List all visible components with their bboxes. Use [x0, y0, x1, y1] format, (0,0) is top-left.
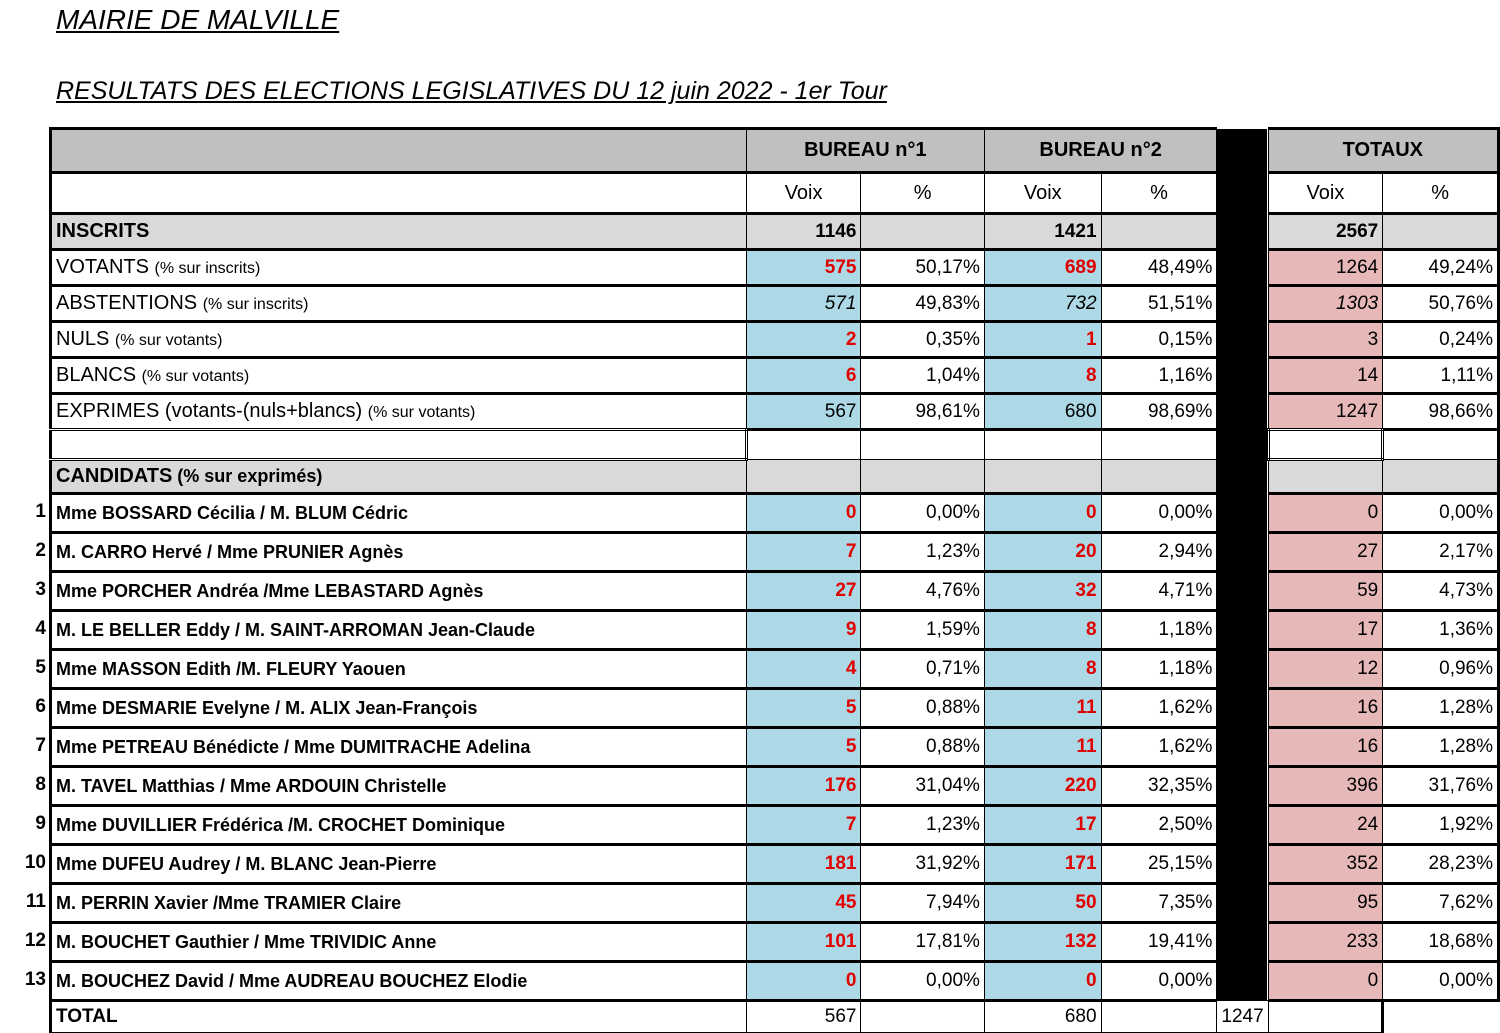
candidate-number: 10 [24, 851, 46, 873]
bureau2-pct: 0,00% [1101, 962, 1217, 1001]
header-row [51, 129, 1499, 173]
total-totaux-voix: 1247 [1217, 1001, 1268, 1033]
bureau2-pct: 1,18% [1101, 611, 1217, 650]
candidate-row [51, 806, 1499, 845]
stat-label [51, 358, 747, 394]
bureau1-voix: 9 [746, 611, 861, 650]
bureau1-pct: 0,00% [861, 494, 984, 533]
bureau1-pct: 1,59% [861, 611, 984, 650]
bureau2-voix: 689 [984, 250, 1101, 286]
candidats-header-cell [1268, 460, 1383, 494]
bureau2-voix: 220 [984, 767, 1101, 806]
subheader-voix: Voix [984, 173, 1101, 214]
candidats-note: (% sur exprimés) [172, 466, 323, 486]
total-pct: 0,96% [1383, 650, 1499, 689]
total-voix: 59 [1268, 572, 1383, 611]
total-bureau1-pct [861, 1001, 984, 1033]
bureau2-pct: 1,18% [1101, 650, 1217, 689]
bureau2-voix: 680 [984, 394, 1101, 430]
stat-label-text: NULS [56, 328, 115, 350]
candidate-number: 8 [35, 773, 46, 795]
stat-label-text: INSCRITS [56, 220, 150, 242]
candidate-number: 5 [35, 656, 46, 678]
bureau2-voix: 1421 [984, 214, 1101, 250]
candidats-header-cell [1383, 460, 1499, 494]
stat-row [51, 286, 1499, 322]
bureau1-voix: 5 [746, 728, 861, 767]
total-pct: 0,24% [1383, 322, 1499, 358]
bureau2-pct: 0,00% [1101, 494, 1217, 533]
stat-label-text: VOTANTS [56, 256, 155, 278]
candidats-header-cell [746, 460, 861, 494]
subheader-row [51, 173, 1499, 214]
bureau1-pct: 0,88% [861, 689, 984, 728]
candidate-row [51, 689, 1499, 728]
bureau1-pct: 1,23% [861, 806, 984, 845]
bureau2-pct: 19,41% [1101, 923, 1217, 962]
bureau2-voix: 8 [984, 611, 1101, 650]
candidate-name: M. BOUCHET Gauthier / Mme TRIVIDIC Anne [51, 923, 747, 962]
bureau1-pct: 1,04% [861, 358, 984, 394]
candidate-row [51, 611, 1499, 650]
bureau2-pct [1101, 214, 1217, 250]
bureau2-voix: 0 [984, 962, 1101, 1001]
bureau2-voix: 11 [984, 689, 1101, 728]
bureau2-voix: 171 [984, 845, 1101, 884]
bureau1-pct: 0,71% [861, 650, 984, 689]
total-voix: 352 [1268, 845, 1383, 884]
bureau1-pct: 49,83% [861, 286, 984, 322]
total-pct: 1,92% [1383, 806, 1499, 845]
bureau1-pct: 50,17% [861, 250, 984, 286]
total-voix: 233 [1268, 923, 1383, 962]
results-table [49, 127, 1500, 1033]
bureau1-pct: 31,04% [861, 767, 984, 806]
bureau1-voix: 176 [746, 767, 861, 806]
total-bureau2-pct [1101, 1001, 1217, 1033]
bureau1-pct: 98,61% [861, 394, 984, 430]
total-pct: 28,23% [1383, 845, 1499, 884]
total-voix: 16 [1268, 728, 1383, 767]
bureau1-voix: 7 [746, 806, 861, 845]
total-totaux-pct [1268, 1001, 1383, 1033]
candidate-name: Mme PORCHER Andréa /Mme LEBASTARD Agnès [51, 572, 747, 611]
candidate-row [51, 923, 1499, 962]
blank-cell [1383, 430, 1499, 460]
bureau1-voix: 0 [746, 962, 861, 1001]
header-blank [51, 129, 747, 173]
stat-label-note: (% sur inscrits) [154, 260, 261, 277]
stat-label [51, 250, 747, 286]
subheader-pct: % [1101, 173, 1217, 214]
total-voix: 16 [1268, 689, 1383, 728]
bureau1-voix: 45 [746, 884, 861, 923]
candidate-row [51, 728, 1499, 767]
candidate-number: 6 [35, 695, 46, 717]
total-pct: 7,62% [1383, 884, 1499, 923]
candidate-name: Mme DESMARIE Evelyne / M. ALIX Jean-François [51, 689, 747, 728]
header-totaux: TOTAUX [1268, 129, 1498, 173]
total-pct: 4,73% [1383, 572, 1499, 611]
bureau1-voix: 0 [746, 494, 861, 533]
candidate-row [51, 494, 1499, 533]
total-voix: 1247 [1268, 394, 1383, 430]
candidats-header-cell [861, 460, 984, 494]
bureau2-pct: 1,16% [1101, 358, 1217, 394]
bureau2-voix: 1 [984, 322, 1101, 358]
candidate-row [51, 650, 1499, 689]
total-pct: 1,36% [1383, 611, 1499, 650]
stat-row [51, 250, 1499, 286]
stat-row [51, 358, 1499, 394]
blank-cell [51, 430, 747, 460]
candidats-label: CANDIDATS [56, 465, 173, 487]
candidate-row [51, 884, 1499, 923]
total-voix: 24 [1268, 806, 1383, 845]
bureau1-pct: 4,76% [861, 572, 984, 611]
bureau2-voix: 0 [984, 494, 1101, 533]
bureau1-voix: 1146 [746, 214, 861, 250]
stat-label-text: BLANCS [56, 364, 142, 386]
bureau2-pct: 2,94% [1101, 533, 1217, 572]
bureau1-voix: 5 [746, 689, 861, 728]
bureau2-voix: 50 [984, 884, 1101, 923]
candidate-name: M. TAVEL Matthias / Mme ARDOUIN Christelle [51, 767, 747, 806]
bureau2-voix: 132 [984, 923, 1101, 962]
bureau1-pct: 0,35% [861, 322, 984, 358]
candidate-name: M. CARRO Hervé / Mme PRUNIER Agnès [51, 533, 747, 572]
blank-cell [1101, 430, 1217, 460]
blank-cell [1268, 430, 1383, 460]
bureau2-pct: 1,62% [1101, 689, 1217, 728]
candidats-header [51, 460, 747, 494]
total-pct: 2,17% [1383, 533, 1499, 572]
bureau2-voix: 17 [984, 806, 1101, 845]
total-voix: 3 [1268, 322, 1383, 358]
total-pct: 50,76% [1383, 286, 1499, 322]
total-voix: 17 [1268, 611, 1383, 650]
total-pct [1383, 214, 1499, 250]
candidats-header-row [51, 460, 1499, 494]
candidate-name: M. LE BELLER Eddy / M. SAINT-ARROMAN Jean-Claude [51, 611, 747, 650]
bureau1-pct: 17,81% [861, 923, 984, 962]
bureau2-pct: 7,35% [1101, 884, 1217, 923]
blank-row [51, 430, 1499, 460]
page-title: MAIRIE DE MALVILLE [56, 4, 340, 35]
total-voix: 27 [1268, 533, 1383, 572]
bureau1-voix: 4 [746, 650, 861, 689]
bureau1-voix: 181 [746, 845, 861, 884]
bureau2-voix: 8 [984, 650, 1101, 689]
stat-label-note: (% sur votants) [141, 368, 250, 385]
bureau2-pct: 98,69% [1101, 394, 1217, 430]
candidate-name: Mme DUFEU Audrey / M. BLANC Jean-Pierre [51, 845, 747, 884]
total-voix: 14 [1268, 358, 1383, 394]
candidate-number: 9 [35, 812, 46, 834]
bureau1-pct: 0,88% [861, 728, 984, 767]
total-pct: 98,66% [1383, 394, 1499, 430]
total-pct: 1,11% [1383, 358, 1499, 394]
stat-row [51, 394, 1499, 430]
bureau1-voix: 101 [746, 923, 861, 962]
total-voix: 0 [1268, 494, 1383, 533]
stat-label-text: ABSTENTIONS [56, 292, 203, 314]
bureau1-voix: 567 [746, 394, 861, 430]
candidate-number: 13 [24, 968, 46, 990]
total-pct: 1,28% [1383, 728, 1499, 767]
subheader-pct: % [861, 173, 984, 214]
total-pct: 0,00% [1383, 962, 1499, 1001]
subheader-pct: % [1383, 173, 1499, 214]
bureau2-pct: 25,15% [1101, 845, 1217, 884]
bureau2-voix: 32 [984, 572, 1101, 611]
candidate-row [51, 572, 1499, 611]
total-voix: 2567 [1268, 214, 1383, 250]
candidate-number: 3 [35, 578, 46, 600]
candidate-number: 11 [25, 890, 46, 912]
header-bureau-1: BUREAU n°1 [746, 129, 984, 173]
bureau2-pct: 4,71% [1101, 572, 1217, 611]
candidate-row [51, 845, 1499, 884]
candidate-name: Mme DUVILLIER Frédérica /M. CROCHET Dominique [51, 806, 747, 845]
bureau2-pct: 2,50% [1101, 806, 1217, 845]
bureau2-voix: 732 [984, 286, 1101, 322]
total-pct: 18,68% [1383, 923, 1499, 962]
candidate-row [51, 962, 1499, 1001]
header-bureau-2: BUREAU n°2 [984, 129, 1216, 173]
stat-label [51, 394, 747, 430]
blank-cell [861, 430, 984, 460]
bureau1-pct: 1,23% [861, 533, 984, 572]
bureau1-pct [861, 214, 984, 250]
bureau1-pct: 31,92% [861, 845, 984, 884]
bureau1-voix: 27 [746, 572, 861, 611]
stat-label [51, 214, 747, 250]
bureau1-voix: 571 [746, 286, 861, 322]
total-pct: 1,28% [1383, 689, 1499, 728]
bureau1-voix: 2 [746, 322, 861, 358]
candidats-header-cell [984, 460, 1101, 494]
total-voix: 1264 [1268, 250, 1383, 286]
bureau2-voix: 11 [984, 728, 1101, 767]
bureau2-pct: 48,49% [1101, 250, 1217, 286]
candidate-name: Mme BOSSARD Cécilia / M. BLUM Cédric [51, 494, 747, 533]
total-row [51, 1001, 1499, 1033]
candidate-row [51, 533, 1499, 572]
bureau2-pct: 0,15% [1101, 322, 1217, 358]
stat-row [51, 214, 1499, 250]
total-voix: 95 [1268, 884, 1383, 923]
stat-label-note: (% sur inscrits) [202, 296, 309, 313]
candidate-name: M. BOUCHEZ David / Mme AUDREAU BOUCHEZ Elodie [51, 962, 747, 1001]
total-voix: 1303 [1268, 286, 1383, 322]
bureau2-pct: 1,62% [1101, 728, 1217, 767]
bureau2-voix: 20 [984, 533, 1101, 572]
bureau1-voix: 6 [746, 358, 861, 394]
candidate-number: 1 [35, 500, 46, 522]
total-bureau1-voix: 567 [746, 1001, 861, 1033]
total-pct: 49,24% [1383, 250, 1499, 286]
page-subtitle: RESULTATS DES ELECTIONS LEGISLATIVES DU 12 juin 2022 - 1er Tour [56, 77, 887, 105]
total-pct: 31,76% [1383, 767, 1499, 806]
total-label: TOTAL [51, 1001, 747, 1033]
bureau2-pct: 51,51% [1101, 286, 1217, 322]
stat-label [51, 322, 747, 358]
candidats-header-cell [1101, 460, 1217, 494]
bureau1-voix: 575 [746, 250, 861, 286]
bureau1-pct: 7,94% [861, 884, 984, 923]
bureau2-pct: 32,35% [1101, 767, 1217, 806]
bureau1-voix: 7 [746, 533, 861, 572]
candidate-number: 12 [24, 929, 46, 951]
candidate-name: Mme MASSON Edith /M. FLEURY Yaouen [51, 650, 747, 689]
total-voix: 396 [1268, 767, 1383, 806]
bureau1-pct: 0,00% [861, 962, 984, 1001]
subheader-voix: Voix [746, 173, 861, 214]
stat-label-text: EXPRIMES (votants-(nuls+blancs) [56, 400, 368, 422]
total-bureau2-voix: 680 [984, 1001, 1101, 1033]
blank-cell [746, 430, 861, 460]
candidate-number: 2 [35, 539, 46, 561]
blank-cell [984, 430, 1101, 460]
candidate-name: M. PERRIN Xavier /Mme TRAMIER Claire [51, 884, 747, 923]
candidate-number: 7 [35, 734, 46, 756]
candidate-row [51, 767, 1499, 806]
stat-row [51, 322, 1499, 358]
total-voix: 0 [1268, 962, 1383, 1001]
stat-label [51, 286, 747, 322]
candidate-number: 4 [35, 617, 46, 639]
bureau2-voix: 8 [984, 358, 1101, 394]
total-voix: 12 [1268, 650, 1383, 689]
stat-label-note: (% sur votants) [367, 404, 476, 421]
total-pct: 0,00% [1383, 494, 1499, 533]
candidate-name: Mme PETREAU Bénédicte / Mme DUMITRACHE Adelina [51, 728, 747, 767]
subheader-blank [51, 173, 747, 214]
column-separator [1217, 129, 1268, 1001]
subheader-voix: Voix [1268, 173, 1383, 214]
stat-label-note: (% sur votants) [114, 332, 223, 349]
